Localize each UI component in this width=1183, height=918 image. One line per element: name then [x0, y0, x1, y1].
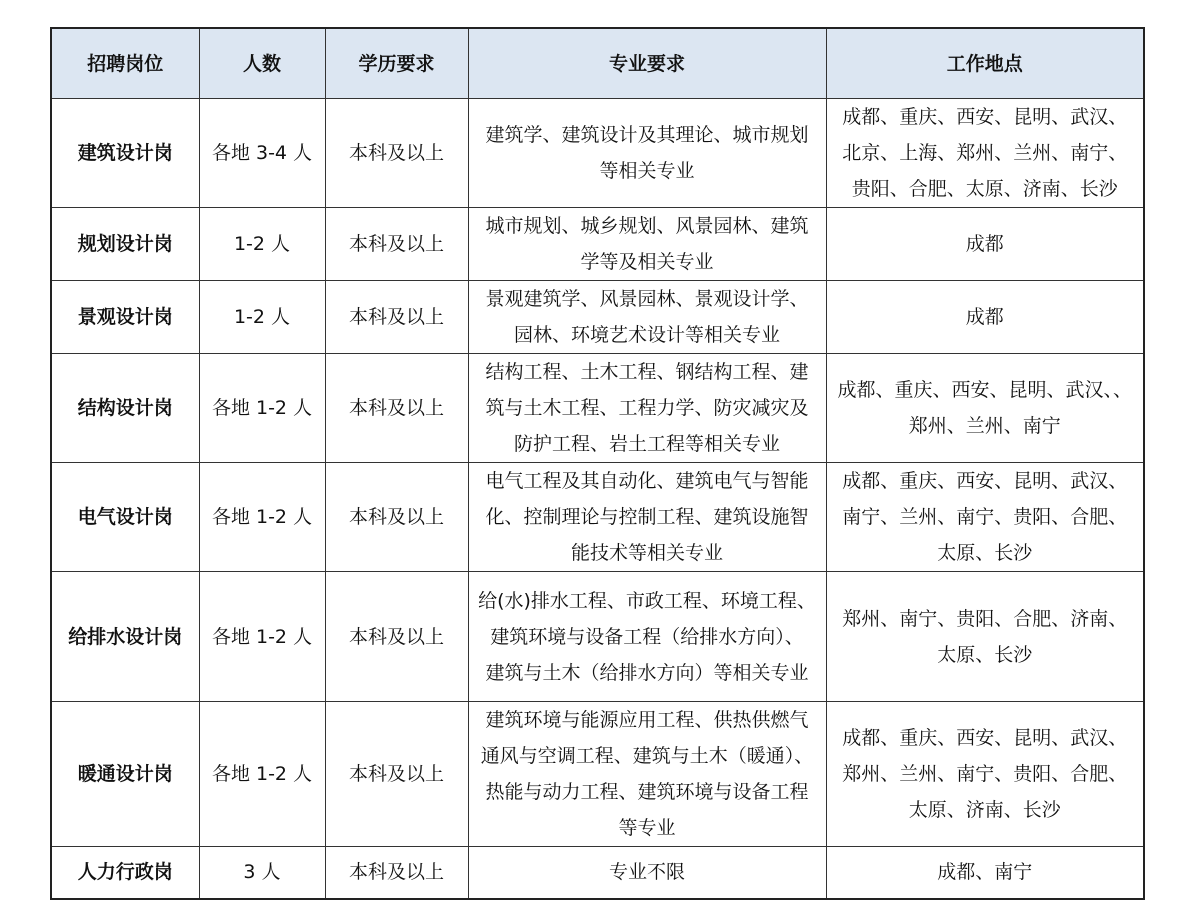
major-cell [468, 354, 826, 463]
education-cell: 本科及以上 [325, 208, 468, 281]
education-cell: 本科及以上 [325, 847, 468, 899]
major-cell-line: 防护工程、岩土工程等相关专业 [513, 433, 780, 455]
major-cell-line: 通风与空调工程、建筑与土木（暖通）、 [480, 745, 814, 767]
table-row [51, 702, 1144, 847]
count-cell: 1-2 人 [199, 281, 325, 354]
header-location: 工作地点 [826, 28, 1144, 99]
table-row [51, 847, 1144, 899]
major-cell-line: 等专业 [618, 817, 676, 839]
count-cell: 3 人 [199, 847, 325, 899]
major-cell-line: 景观建筑学、风景园林、景观设计学、 [485, 288, 809, 310]
position-cell: 景观设计岗 [51, 281, 199, 354]
count-cell: 各地 3-4 人 [199, 99, 325, 208]
location-cell [826, 847, 1144, 899]
header-major: 专业要求 [468, 28, 826, 99]
major-cell [468, 847, 826, 899]
location-cell [826, 281, 1144, 354]
major-cell-line: 电气工程及其自动化、建筑电气与智能 [485, 470, 809, 492]
major-cell-line: 城市规划、城乡规划、风景园林、建筑 [485, 215, 809, 237]
location-cell-line: 成都、重庆、西安、昆明、武汉、 [842, 470, 1128, 492]
position-cell: 人力行政岗 [51, 847, 199, 899]
location-cell-line: 贵阳、合肥、太原、济南、长沙 [851, 178, 1118, 200]
location-cell-line: 成都、南宁 [937, 861, 1033, 884]
table-row [51, 208, 1144, 281]
recruitment-table-wrap [50, 27, 1143, 900]
location-cell [826, 354, 1144, 463]
count-cell: 各地 1-2 人 [199, 463, 325, 572]
location-cell-line: 成都、重庆、西安、昆明、武汉、 [842, 727, 1128, 749]
major-cell [468, 281, 826, 354]
table-row [51, 354, 1144, 463]
major-cell-line: 建筑与土木（给排水方向）等相关专业 [485, 661, 809, 684]
major-cell [468, 572, 826, 702]
location-cell [826, 463, 1144, 572]
major-cell-line: 热能与动力工程、建筑环境与设备工程 [485, 781, 809, 803]
major-cell-line: 专业不限 [608, 861, 685, 884]
location-cell-line: 郑州、兰州、南宁 [908, 415, 1061, 437]
major-cell-line: 建筑环境与能源应用工程、供热供燃气 [485, 709, 809, 731]
count-cell: 各地 1-2 人 [199, 354, 325, 463]
position-cell: 规划设计岗 [51, 208, 199, 281]
education-cell: 本科及以上 [325, 99, 468, 208]
major-cell-line: 建筑环境与设备工程（给排水方向）、 [490, 625, 804, 648]
education-cell: 本科及以上 [325, 354, 468, 463]
header-row [51, 28, 1144, 99]
major-cell [468, 208, 826, 281]
table-row [51, 463, 1144, 572]
header-education: 学历要求 [325, 28, 468, 99]
major-cell-line: 结构工程、土木工程、钢结构工程、建 [485, 361, 809, 383]
education-cell: 本科及以上 [325, 702, 468, 847]
location-cell-line: 郑州、兰州、南宁、贵阳、合肥、 [842, 763, 1128, 785]
table-row [51, 572, 1144, 702]
count-cell: 各地 1-2 人 [199, 572, 325, 702]
location-cell-line: 成都 [965, 233, 1004, 255]
education-cell: 本科及以上 [325, 572, 468, 702]
major-cell-line: 筑与土木工程、工程力学、防灾减灾及 [485, 397, 809, 419]
header-count: 人数 [199, 28, 325, 99]
education-cell: 本科及以上 [325, 281, 468, 354]
major-cell-line: 化、控制理论与控制工程、建筑设施智 [485, 506, 809, 528]
position-cell: 暖通设计岗 [51, 702, 199, 847]
major-cell [468, 702, 826, 847]
position-cell: 电气设计岗 [51, 463, 199, 572]
recruitment-table [50, 27, 1145, 900]
location-cell-line: 太原、济南、长沙 [908, 799, 1061, 821]
major-cell-line: 学等及相关专业 [580, 251, 714, 273]
location-cell-line: 太原、长沙 [937, 643, 1033, 666]
location-cell-line: 南宁、兰州、南宁、贵阳、合肥、 [842, 506, 1128, 528]
location-cell [826, 572, 1144, 702]
count-cell: 各地 1-2 人 [199, 702, 325, 847]
education-cell: 本科及以上 [325, 463, 468, 572]
major-cell-line: 能技术等相关专业 [570, 542, 723, 564]
header-position: 招聘岗位 [51, 28, 199, 99]
major-cell [468, 463, 826, 572]
location-cell-line: 成都、重庆、西安、昆明、武汉、、 [837, 379, 1132, 401]
major-cell [468, 99, 826, 208]
location-cell [826, 208, 1144, 281]
count-cell: 1-2 人 [199, 208, 325, 281]
table-row [51, 281, 1144, 354]
table-body [51, 99, 1144, 899]
location-cell-line: 太原、长沙 [937, 542, 1033, 564]
major-cell-line: 建筑学、建筑设计及其理论、城市规划 [485, 124, 809, 146]
major-cell-line: 等相关专业 [599, 160, 695, 182]
position-cell: 给排水设计岗 [51, 572, 199, 702]
position-cell: 结构设计岗 [51, 354, 199, 463]
position-cell: 建筑设计岗 [51, 99, 199, 208]
location-cell-line: 郑州、南宁、贵阳、合肥、济南、 [842, 607, 1128, 630]
location-cell-line: 成都、重庆、西安、昆明、武汉、 [842, 106, 1128, 128]
major-cell-line: 给(水)排水工程、市政工程、环境工程、 [478, 589, 816, 612]
location-cell [826, 99, 1144, 208]
location-cell-line: 北京、上海、郑州、兰州、南宁、 [842, 142, 1128, 164]
location-cell [826, 702, 1144, 847]
table-row [51, 99, 1144, 208]
location-cell-line: 成都 [965, 306, 1004, 328]
major-cell-line: 园林、环境艺术设计等相关专业 [513, 324, 780, 346]
